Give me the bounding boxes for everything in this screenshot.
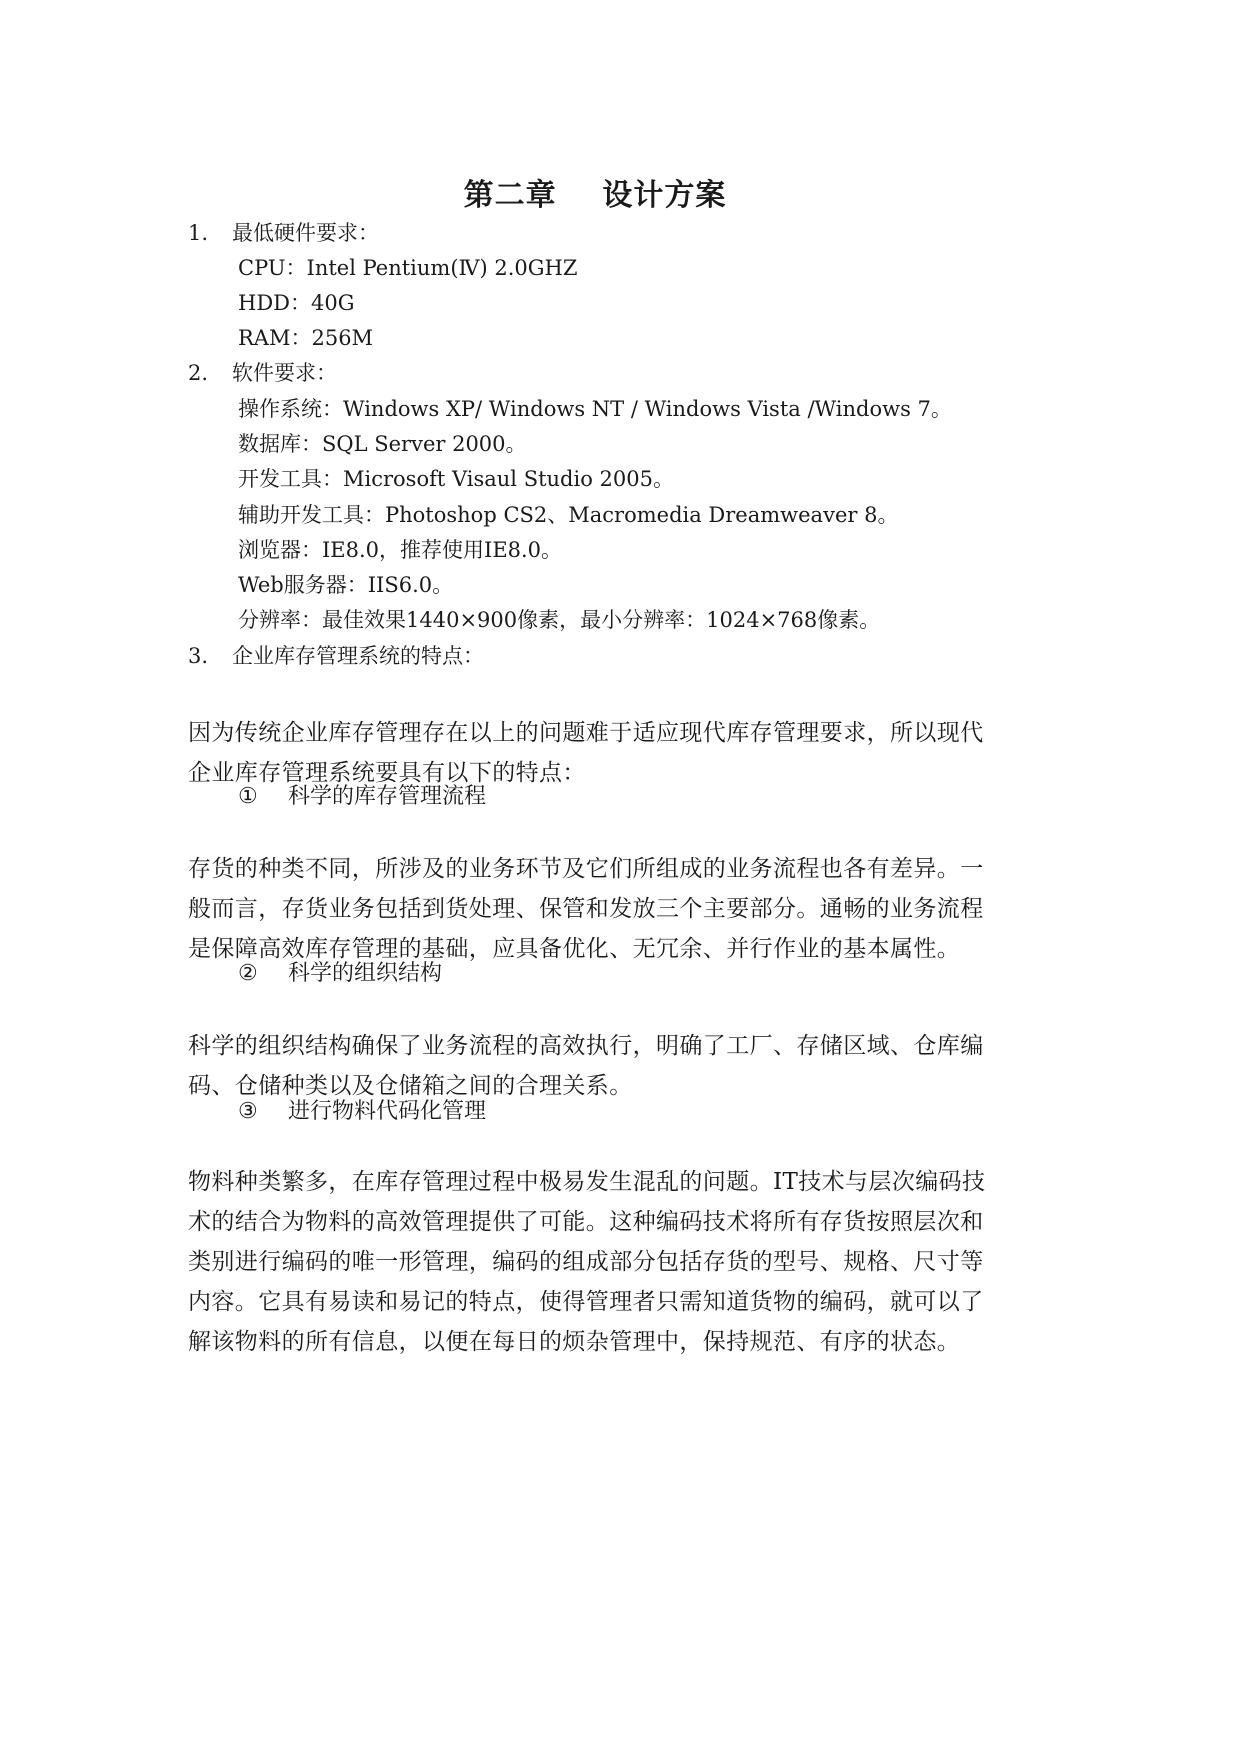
feature-2-title: 科学的组织结构 xyxy=(288,961,443,986)
section-1-number: 1. xyxy=(188,221,209,245)
body-line: 存货的种类不同，所涉及的业务环节及它们所组成的业务流程也各有差异。一 xyxy=(188,856,984,882)
chapter-title: 第二章 设计方案 xyxy=(463,178,727,213)
feature-3-body xyxy=(188,1162,1048,1362)
feature-1-title: 科学的库存管理流程 xyxy=(288,784,487,809)
software-item-os: 操作系统：Windows XP/ Windows NT / Windows Vista /Windows 7。 xyxy=(238,397,952,421)
intro-line: 因为传统企业库存管理存在以上的问题难于适应现代库存管理要求，所以现代 xyxy=(188,720,984,746)
section-2-heading: 软件要求： xyxy=(232,361,337,385)
section-3-number: 3. xyxy=(188,644,209,668)
software-item-database: 数据库：SQL Server 2000。 xyxy=(238,432,527,456)
feature-2-body xyxy=(188,1026,1048,1106)
section-3-heading: 企业库存管理系统的特点： xyxy=(232,644,484,668)
body-line: 类别进行编码的唯一形管理，编码的组成部分包括存货的型号、规格、尺寸等 xyxy=(188,1249,984,1275)
body-line: 科学的组织结构确保了业务流程的高效执行，明确了工厂、存储区域、仓库编 xyxy=(188,1033,984,1059)
section-1-heading: 最低硬件要求： xyxy=(232,221,379,245)
intro-line: 企业库存管理系统要具有以下的特点： xyxy=(188,760,586,786)
feature-1-body xyxy=(188,849,1048,969)
hardware-item-ram: RAM：256M xyxy=(238,326,374,350)
feature-2-marker: ② xyxy=(238,961,258,986)
body-line: 术的结合为物料的高效管理提供了可能。这种编码技术将所有存货按照层次和 xyxy=(188,1209,984,1235)
software-item-browser: 浏览器：IE8.0，推荐使用IE8.0。 xyxy=(238,538,563,562)
feature-3-marker: ③ xyxy=(238,1099,258,1124)
body-line: 码、仓储种类以及仓储箱之间的合理关系。 xyxy=(188,1073,633,1099)
feature-3-title: 进行物料代码化管理 xyxy=(288,1099,487,1124)
hardware-item-cpu: CPU：Intel Pentium(Ⅳ) 2.0GHZ xyxy=(238,256,578,280)
body-line: 内容。它具有易读和易记的特点，使得管理者只需知道货物的编码，就可以了 xyxy=(188,1289,984,1315)
software-item-aux-tool: 辅助开发工具：Photoshop CS2、Macromedia Dreamweaver 8。 xyxy=(238,503,899,527)
software-item-dev-tool: 开发工具：Microsoft Visaul Studio 2005。 xyxy=(238,467,674,491)
body-line: 是保障高效库存管理的基础，应具备优化、无冗余、并行作业的基本属性。 xyxy=(188,936,961,962)
body-line: 般而言，存货业务包括到货处理、保管和发放三个主要部分。通畅的业务流程 xyxy=(188,896,984,922)
section-2-number: 2. xyxy=(188,361,209,385)
section-3-intro xyxy=(188,713,1048,793)
body-line: 物料种类繁多，在库存管理过程中极易发生混乱的问题。IT技术与层次编码技 xyxy=(188,1169,986,1195)
software-item-web-server: Web服务器：IIS6.0。 xyxy=(238,573,454,597)
hardware-item-hdd: HDD：40G xyxy=(238,291,355,315)
software-item-resolution: 分辨率：最佳效果1440×900像素，最小分辨率：1024×768像素。 xyxy=(238,608,881,632)
feature-1-marker: ① xyxy=(238,784,258,809)
body-line: 解该物料的所有信息，以便在每日的烦杂管理中，保持规范、有序的状态。 xyxy=(188,1329,961,1355)
